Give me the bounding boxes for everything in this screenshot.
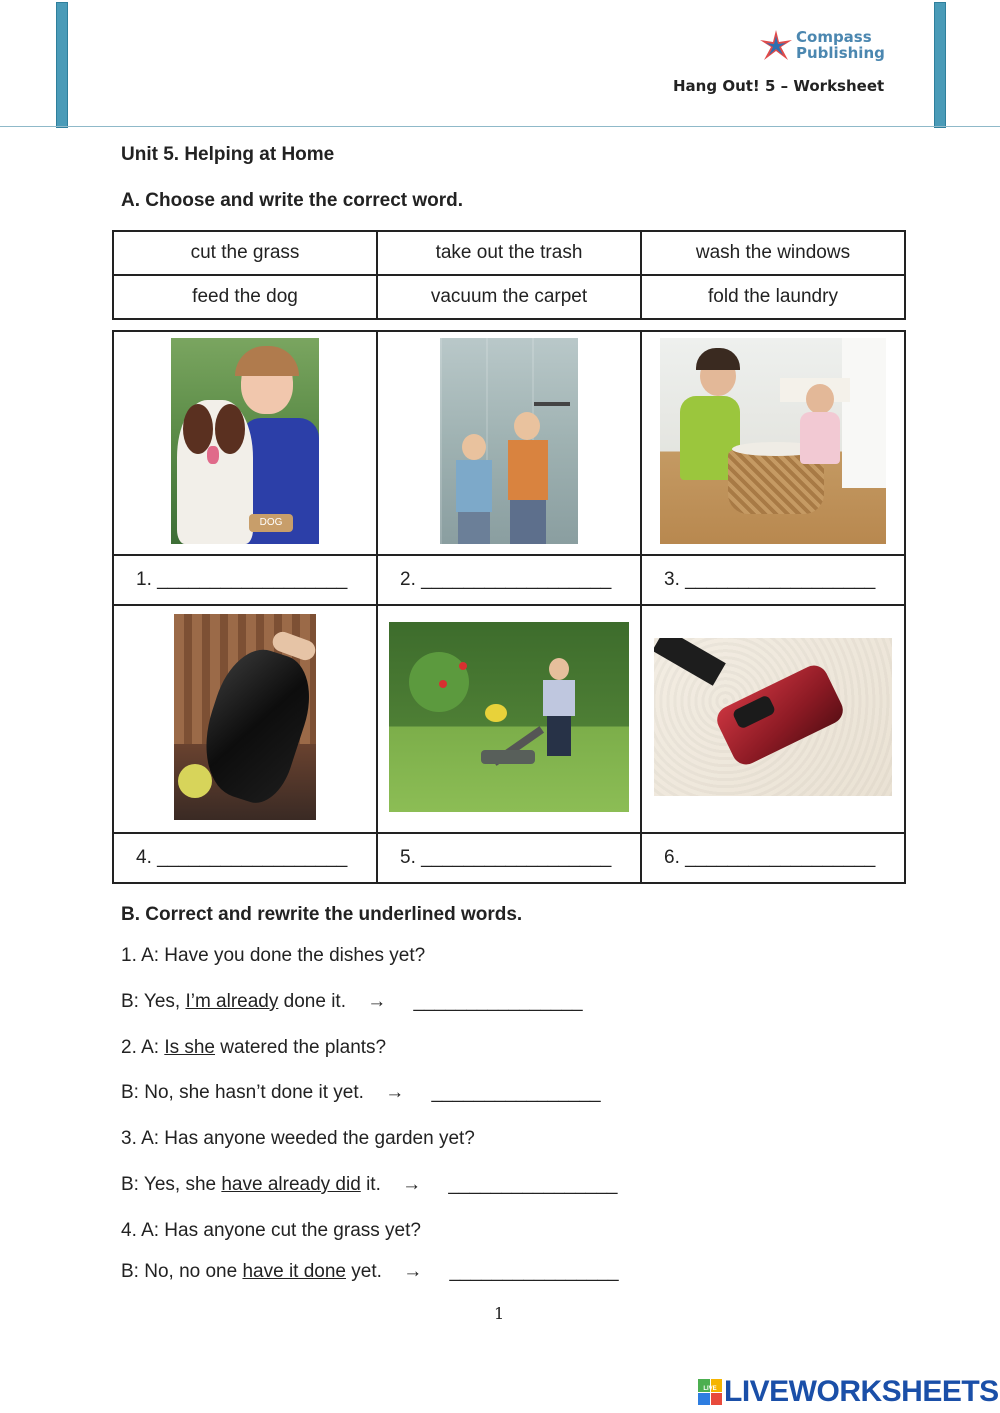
picture-row — [113, 605, 905, 833]
header-left-bar — [56, 2, 68, 128]
picture-row — [113, 331, 905, 555]
liveworksheets-wordmark: LIVEWORKSHEETS — [724, 1375, 999, 1408]
liveworksheets-logo — [698, 1375, 999, 1411]
rewrite-blank-1[interactable]: ________________ — [413, 991, 583, 1012]
question-1-a: 1. A: Have you done the dishes yet? — [121, 945, 426, 966]
answer-blank-5[interactable]: 5. __________________ — [377, 833, 641, 883]
question-text: 2. A: — [121, 1037, 165, 1058]
logo-line1: Compass — [796, 28, 872, 46]
answer-blank-3[interactable]: 3. __________________ — [641, 555, 905, 605]
question-4-b — [121, 1261, 619, 1283]
word-bank-cell: cut the grass — [113, 231, 377, 275]
question-1-b — [121, 991, 583, 1013]
answer-text: it. — [360, 1174, 381, 1195]
word-bank-cell: take out the trash — [377, 231, 641, 275]
picture-table — [112, 330, 906, 884]
answer-text: B: No, she hasn’t done it yet. — [121, 1082, 364, 1103]
picture-cell — [113, 605, 377, 833]
question-3-a: 3. A: Has anyone weeded the garden yet? — [121, 1128, 475, 1149]
liveworksheets-badge-icon — [698, 1379, 722, 1405]
arrow-icon: → — [403, 1261, 423, 1282]
word-bank-cell: fold the laundry — [641, 275, 905, 319]
arrow-icon: → — [367, 991, 387, 1012]
trash-bag-photo — [174, 614, 316, 820]
compass-logo — [758, 26, 885, 66]
underlined-phrase: have already did — [221, 1174, 361, 1195]
picture-cell — [641, 331, 905, 555]
question-text: watered the plants? — [215, 1037, 387, 1058]
question-2-a — [121, 1037, 386, 1059]
arrow-icon: → — [402, 1174, 422, 1195]
mowing-lawn-photo — [389, 622, 629, 812]
logo-line2: Publishing — [796, 44, 885, 62]
answer-blank-6[interactable]: 6. __________________ — [641, 833, 905, 883]
page-number: 1 — [494, 1304, 505, 1323]
answer-text: yet. — [346, 1261, 382, 1282]
answer-blank-2[interactable]: 2. __________________ — [377, 555, 641, 605]
liveworksheets-badge-text: LIVE — [703, 1386, 717, 1392]
answer-row — [113, 833, 905, 883]
girl-with-dog-photo — [171, 338, 319, 544]
header-right-bar — [934, 2, 946, 128]
word-bank-cell: vacuum the carpet — [377, 275, 641, 319]
picture-cell — [377, 331, 641, 555]
answer-text: B: Yes, — [121, 991, 186, 1012]
answer-row — [113, 555, 905, 605]
answer-text: B: No, no one — [121, 1261, 243, 1282]
header-divider — [0, 126, 1000, 127]
question-4-a: 4. A: Has anyone cut the grass yet? — [121, 1220, 421, 1241]
word-bank-cell: feed the dog — [113, 275, 377, 319]
question-2-b — [121, 1082, 601, 1104]
word-bank-row — [113, 275, 905, 319]
section-b-heading: B. Correct and rewrite the underlined words. — [121, 904, 523, 925]
question-3-b — [121, 1174, 618, 1196]
picture-cell — [641, 605, 905, 833]
word-bank-row — [113, 231, 905, 275]
rewrite-blank-2[interactable]: ________________ — [431, 1082, 601, 1103]
word-bank-table — [112, 230, 906, 320]
vacuum-carpet-photo — [654, 638, 892, 796]
answer-blank-1[interactable]: 1. __________________ — [113, 555, 377, 605]
answer-blank-4[interactable]: 4. __________________ — [113, 833, 377, 883]
folding-laundry-photo — [660, 338, 886, 544]
underlined-phrase: Is she — [164, 1037, 216, 1058]
worksheet-subtitle: Hang Out! 5 – Worksheet — [673, 77, 885, 95]
rewrite-blank-3[interactable]: ________________ — [448, 1174, 618, 1195]
picture-cell — [113, 331, 377, 555]
word-bank-cell: wash the windows — [641, 231, 905, 275]
compass-star-icon — [758, 28, 794, 64]
answer-text: B: Yes, she — [121, 1174, 222, 1195]
dog-bowl: DOG — [249, 514, 293, 532]
underlined-phrase: I’m already — [185, 991, 279, 1012]
answer-text: done it. — [278, 991, 346, 1012]
underlined-phrase: have it done — [242, 1261, 346, 1282]
kids-washing-windows-photo — [440, 338, 578, 544]
arrow-icon: → — [385, 1082, 405, 1103]
picture-cell — [377, 605, 641, 833]
unit-title: Unit 5. Helping at Home — [121, 144, 335, 165]
section-a-heading: A. Choose and write the correct word. — [121, 190, 464, 211]
rewrite-blank-4[interactable]: ________________ — [449, 1261, 619, 1282]
